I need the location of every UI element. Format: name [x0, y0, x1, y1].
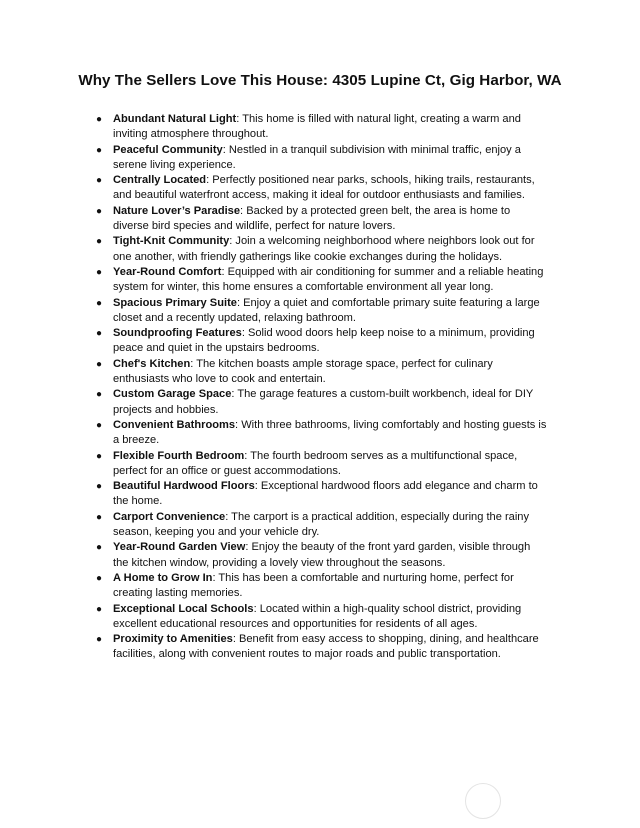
feature-description: : Enjoy a quiet and comfortable primary suite featuring a large closet and a recently updated, relaxing bathroom. [113, 296, 540, 324]
feature-description: : Located within a high-quality school district, providing excellent educational resources and opportunities for residents of all ages. [113, 602, 522, 630]
feature-name: Exceptional Local Schools [113, 602, 254, 615]
feature-item [96, 204, 548, 235]
bullet-icon: ● [96, 603, 103, 615]
feature-description: : Join a welcoming neighborhood where neighbors look out for one another, with friendly gatherings like cookie exchanges during the holidays. [113, 235, 535, 263]
bullet-icon: ● [96, 114, 103, 125]
bullet-icon: ● [96, 236, 103, 248]
feature-name: Custom Garage Space [113, 388, 232, 401]
feature-name: Year-Round Garden View [113, 541, 246, 554]
feature-item [96, 387, 548, 418]
feature-item [96, 540, 548, 571]
feature-name: Spacious Primary Suite [113, 296, 237, 309]
feature-description: : Benefit from easy access to shopping, dining, and healthcare facilities, along with convenient routes to major roads and public transportation. [113, 633, 539, 661]
feature-item [96, 602, 548, 633]
feature-name: Carport Convenience [113, 510, 226, 523]
feature-item [96, 632, 548, 663]
feature-description: : Enjoy the beauty of the front yard garden, visible through the kitchen window, providing a lovely view throughout the seasons. [113, 541, 531, 569]
feature-description: : Exceptional hardwood floors add elegance and charm to the home. [113, 480, 538, 508]
bullet-icon: ● [96, 450, 103, 462]
feature-description: : The kitchen boasts ample storage space, perfect for culinary enthusiasts who love to cook and entertain. [113, 357, 493, 386]
feature-item [96, 571, 548, 602]
feature-description: : The garage features a custom-built workbench, ideal for DIY projects and hobbies. [113, 388, 534, 416]
feature-name: Tight-Knit Community [113, 235, 230, 248]
feature-item [96, 296, 548, 327]
feature-list [96, 112, 548, 663]
feature-item [96, 449, 548, 480]
bullet-icon: ● [96, 481, 103, 493]
feature-item [96, 479, 548, 510]
feature-name: Proximity to Amenities [113, 633, 233, 646]
bullet-icon: ● [96, 542, 103, 554]
feature-name: Year-Round Comfort [113, 265, 222, 278]
bullet-icon: ● [96, 266, 103, 278]
bullet-icon: ● [96, 328, 103, 340]
feature-name: Convenient Bathrooms [113, 418, 236, 431]
feature-name: Flexible Fourth Bedroom [113, 449, 245, 462]
feature-item [96, 326, 548, 357]
bullet-icon: ● [96, 572, 103, 584]
feature-name: Peaceful Community [113, 143, 223, 156]
feature-item [96, 234, 548, 265]
feature-item [96, 265, 548, 296]
feature-name: Centrally Located [113, 174, 207, 187]
page-title: Why The Sellers Love This House: 4305 Lupine Ct, Gig Harbor, WA [78, 72, 562, 89]
feature-item [96, 357, 548, 388]
bullet-icon: ● [96, 511, 103, 523]
feature-description: : This home is filled with natural light, creating a warm and inviting atmosphere throughout. [113, 113, 521, 141]
feature-description: : Nestled in a tranquil subdivision with minimal traffic, enjoy a serene living experience. [113, 143, 521, 171]
faint-circle-mark [465, 783, 501, 819]
feature-item [96, 510, 548, 541]
feature-item [96, 143, 548, 174]
feature-description: : The carport is a practical addition, especially during the rainy season, keeping you and your vehicle dry. [113, 510, 530, 539]
bullet-icon: ● [96, 634, 103, 646]
feature-description: : Equipped with air conditioning for summer and a reliable heating system for winter, this home ensures a comfortable environment all year long. [113, 265, 544, 294]
feature-item [96, 173, 548, 204]
feature-name: Beautiful Hardwood Floors [113, 480, 255, 493]
bullet-icon: ● [96, 144, 103, 156]
feature-name: Soundproofing Features [113, 327, 242, 340]
feature-name: Abundant Natural Light [113, 113, 237, 125]
feature-description: : This has been a comfortable and nurturing home, perfect for creating lasting memories. [113, 571, 514, 600]
feature-item [96, 418, 548, 449]
feature-name: Nature Lover’s Paradise [113, 204, 241, 217]
feature-description: : The fourth bedroom serves as a multifunctional space, perfect for an office or guest accommodations. [113, 449, 518, 477]
feature-description: : Perfectly positioned near parks, schools, hiking trails, restaurants, and beautiful waterfront access, making it ideal for outdoor enthusiasts and families. [113, 174, 535, 202]
feature-description: : Solid wood doors help keep noise to a minimum, providing peace and quiet in the upstairs bedrooms. [113, 327, 535, 355]
bullet-icon: ● [96, 419, 103, 431]
bullet-icon: ● [96, 389, 103, 401]
feature-description: : Backed by a protected green belt, the area is home to diverse bird species and wildlife, perfect for nature lovers. [113, 204, 511, 233]
feature-description: : With three bathrooms, living comfortably and hosting guests is a breeze. [113, 418, 547, 447]
bullet-icon: ● [96, 175, 103, 187]
feature-item [96, 112, 548, 143]
bullet-icon: ● [96, 358, 103, 370]
feature-name: Chef's Kitchen [113, 357, 191, 370]
bullet-icon: ● [96, 297, 103, 309]
feature-name: A Home to Grow In [113, 571, 213, 584]
bullet-icon: ● [96, 205, 103, 217]
